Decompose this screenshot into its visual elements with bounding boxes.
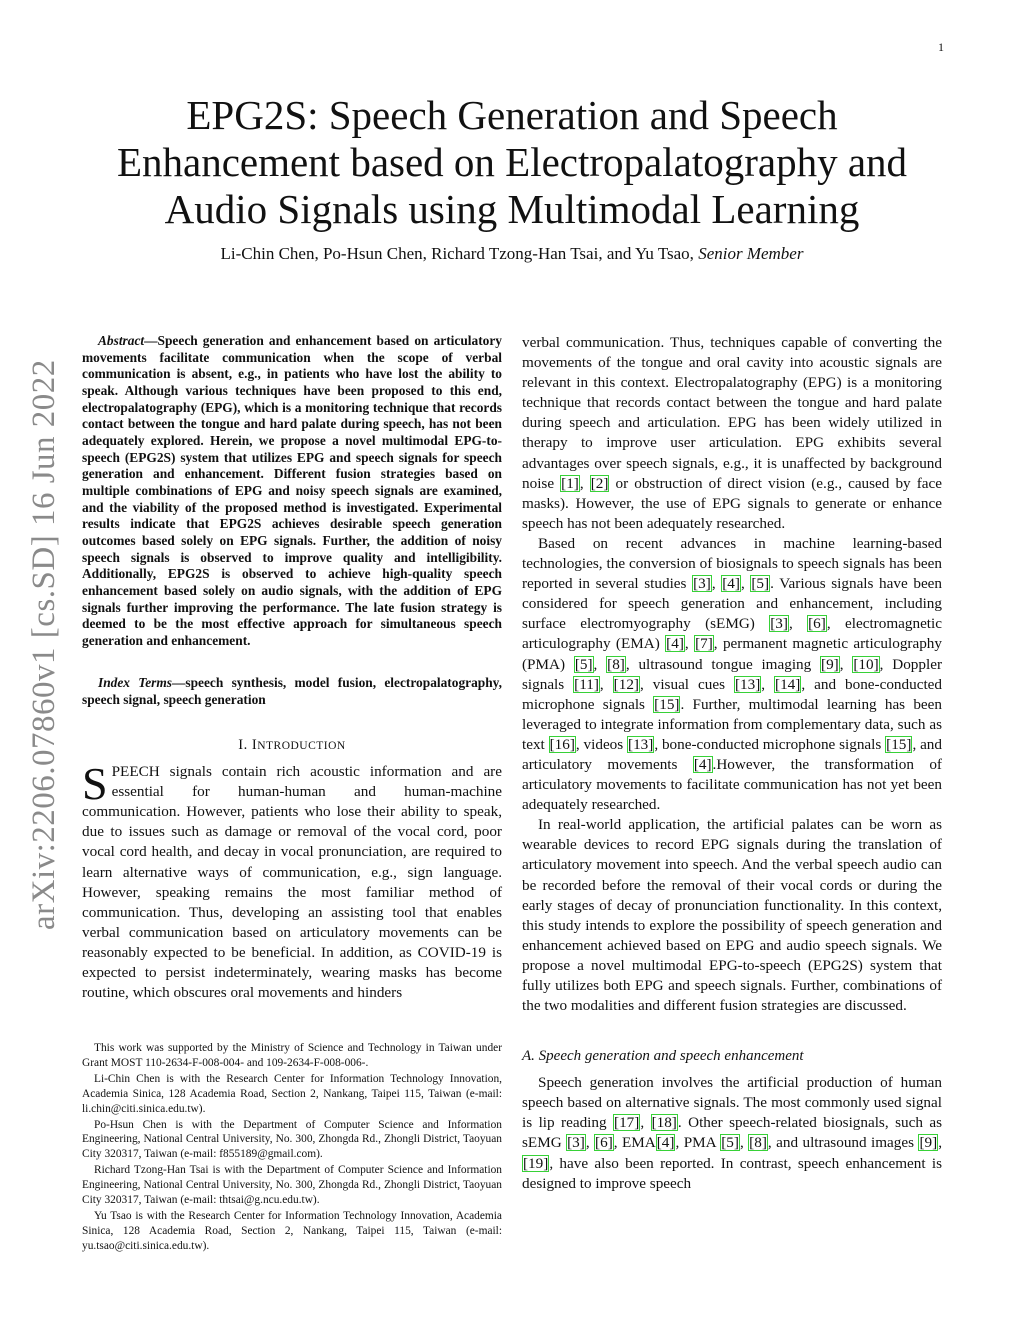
footnote-author-4: Yu Tsao is with the Research Center for Information Technology Innovation, Academia Sinica, 128 Academia Road, Section 2, Nankang, Taipei 115, Taiwan (e-mail: yu.tsao@citi.sinica.edu.tw).: [82, 1209, 502, 1252]
citation-link[interactable]: [6]: [808, 615, 826, 633]
index-terms-label: Index Terms: [98, 675, 172, 691]
citation-link[interactable]: [4]: [656, 1134, 675, 1152]
abstract: [82, 333, 502, 649]
subsection-heading: A. Speech generation and speech enhancement: [522, 1048, 804, 1065]
author-names: Li-Chin Chen, Po-Hsun Chen, Richard Tzong-Han Tsai, and Yu Tsao,: [220, 244, 694, 263]
right-column: [522, 333, 942, 1194]
paper-title: [60, 92, 964, 233]
footnote-author-3: Richard Tzong-Han Tsai is with the Department of Computer Science and Information Engineering, National Central University, No. 300, Zhongda Rd., Zhongli District, Taoyuan City 320317, Taiwan (e-mail: thtsai@g.ncu.edu.tw).: [82, 1164, 502, 1207]
index-terms: [82, 675, 502, 709]
citation-link[interactable]: [4]: [693, 755, 712, 773]
citation-link[interactable]: [9]: [821, 655, 839, 673]
citation-link[interactable]: [18]: [651, 1114, 677, 1132]
footnote-author-2: Po-Hsun Chen is with the Department of Computer Science and Information Engineering, National Central University, No. 300, Zhongda Rd., Zhongli District, Taoyuan City 320317, Taiwan (e-mail: f855189@gmail.com).: [82, 1118, 502, 1161]
citation-link[interactable]: [11]: [574, 675, 599, 693]
title-line: Enhancement based on Electropalatography and: [116, 139, 908, 185]
footnote-author-1: Li-Chin Chen is with the Research Center for Information Technology Innovation, Academia Sinica, 128 Academia Road, Section 2, Nankang, Taipei 115, Taiwan (e-mail: li.chin@citi.sinica.edu.tw).: [82, 1072, 502, 1115]
left-column: [82, 333, 502, 1003]
section-heading-introduction: I. INTRODUCTION: [238, 737, 346, 754]
citation-link[interactable]: [1]: [561, 474, 579, 492]
title-line: Audio Signals using Multimodal Learning: [164, 186, 860, 232]
citation-link[interactable]: [3]: [693, 575, 711, 593]
citation-link[interactable]: [2]: [590, 474, 609, 492]
footnote-funding: This work was supported by the Ministry of Science and Technology in Taiwan under Grant MOST 110-2634-F-008-004- and 109-2634-F-008-006-.: [82, 1042, 502, 1069]
intro-paragraph: SPEECH signals contain rich acoustic information and are essential for human-human and human-machine communication. However, patients who lose their ability to speak, due to issues such as damage or removal of the vocal cord, poor vocal cord health, and decay in vocal pronunciation, are required to learn alternative ways of communication, e.g., sign language. However, speaking remains the most familiar method of communication. Thus, developing an assisting tool that enables verbal communication based on articulatory movements can be reasonably expected to be beneficial. In addition, as COVID-19 is expected to persist indeterminately, wearing masks has become routine, which obscures oral movements and hinders: [82, 758, 502, 1002]
citation-link[interactable]: [4]: [722, 575, 740, 593]
paragraph-epg: verbal communication. Thus, techniques capable of converting the movements of the tongue and oral cavity into acoustic signals are relevant in this context. Electropalatography (EPG) is a monitoring technique that records contact between the tongue and hard palate during speech and articulation. EPG has been widely utilized in therapy to improve user articulation. EPG exhibits several advantages over speech signals, e.g., it is unaffected by background noise [1], [2] or obstruction of direct vision (e.g., caused by face masks). However, the use of EPG signals to generate or enhance speech has not been adequately researched.: [522, 334, 943, 532]
arxiv-identifier: arXiv:2206.07860v1 [cs.SD] 16 Jun 2022: [26, 359, 62, 930]
citation-link[interactable]: [15]: [654, 695, 680, 713]
citation-link[interactable]: [5]: [574, 655, 593, 673]
abstract-text: —Speech generation and enhancement based on articulatory movements facilitate communication when the scope of verbal communication is absent, e.g., in patients who have lost the ability to speak. Although various techniques have been proposed to this end, electropalatography (EPG), which is a monitoring technique that records contact between the tongue and hard palate during speech, has not been adequately explored. Herein, we propose a novel multimodal EPG-to-speech (EPG2S) system that utilizes EPG and speech signals for speech generation and enhancement. Different fusion strategies based on multiple combinations of EPG and noisy speech signals are examined, and the viability of the proposed method is investigated. Experimental results indicate that EPG2S achieves desirable speech generation outcomes based solely on EPG signals. Further, the addition of noisy speech signals is observed to improve quality and intelligibility. Additionally, EPG2S is observed to achieve high-quality speech enhancement based solely on audio signals, with the addition of EPG signals further improving the performance. The late fusion strategy is deemed to be the most effective approach for simultaneous speech generation and enhancement.: [82, 333, 502, 648]
paragraph-biosignals: Based on recent advances in machine learning-based technologies, the conversion of biosignals to speech signals has been reported in several studies [3], [4], [5]. Various signals have been considered for speech generation and enhancement, including surface electromyography (sEMG) [3], [6], electromagnetic articulography (EMA) [4], [7], permanent magnetic articulography (PMA) [5], [8], ultrasound tongue imaging [9], [10], Doppler signals [11], [12], visual cues [13], [14], and bone-conducted microphone signals [15]. Further, multimodal learning has been leveraged to integrate information from complementary data, such as text [16], videos [13], bone-conducted microphone signals [15], and articulatory movements [4].However, the transformation of articulatory movements to facilitate communication has not yet been adequately researched.: [522, 534, 943, 814]
index-terms-text: —speech synthesis, model fusion, electropalatography, speech signal, speech generation: [82, 675, 502, 708]
page-number: 1: [938, 40, 944, 54]
citation-link[interactable]: [8]: [607, 655, 625, 673]
citation-link[interactable]: [8]: [749, 1134, 767, 1152]
citation-link[interactable]: [10]: [853, 655, 879, 673]
citation-link[interactable]: [13]: [628, 735, 654, 753]
paragraph-speech-generation: Speech generation involves the artificial production of human speech based on alternative signals. The most commonly used signal is lip reading [17], [18]. Other speech-related biosignals, such as sEMG [3], [6], EMA[4], PMA [5], [8], and ultrasound images [9], [19], have also been reported. In contrast, speech enhancement is designed to improve speech: [522, 1074, 943, 1192]
citation-link[interactable]: [12]: [613, 675, 639, 693]
citation-link[interactable]: [9]: [919, 1134, 938, 1152]
citation-link[interactable]: [17]: [614, 1114, 640, 1132]
citation-link[interactable]: [15]: [886, 735, 912, 753]
title-line: EPG2S: Speech Generation and Speech: [186, 92, 838, 138]
paragraph-application: In real-world application, the artificial palates can be worn as wearable devices to record EPG signals during the translation of articulatory movement into speech. And the verbal speech audio can be recorded before the removal of their vocal cords or during the early stages of decay of pronunciation functionality. In this context, this study intends to explore the possibility of speech generation and enhancement achieved based on EPG and audio speech signals. We propose a novel multimodal EPG-to-speech (EPG2S) system that fully utilizes both EPG and speech signals. Further, combinations of the two modalities and different fusion strategies are discussed.: [522, 816, 942, 1015]
citation-link[interactable]: [16]: [549, 735, 575, 753]
citation-link[interactable]: [19]: [523, 1154, 549, 1172]
citation-link[interactable]: [5]: [721, 1134, 739, 1152]
abstract-label: Abstract: [98, 333, 145, 348]
citation-link[interactable]: [14]: [775, 675, 801, 693]
author-list: [60, 244, 964, 264]
footnotes: [82, 1041, 502, 1255]
citation-link[interactable]: [6]: [595, 1134, 613, 1152]
author-membership: Senior Member: [698, 244, 804, 263]
citation-link[interactable]: [7]: [695, 635, 713, 653]
citation-link[interactable]: [5]: [751, 575, 770, 593]
drop-cap: S: [82, 758, 108, 810]
citation-link[interactable]: [3]: [567, 1134, 585, 1152]
citation-link[interactable]: [13]: [734, 675, 761, 693]
citation-link[interactable]: [4]: [666, 635, 684, 653]
citation-link[interactable]: [3]: [770, 615, 788, 633]
